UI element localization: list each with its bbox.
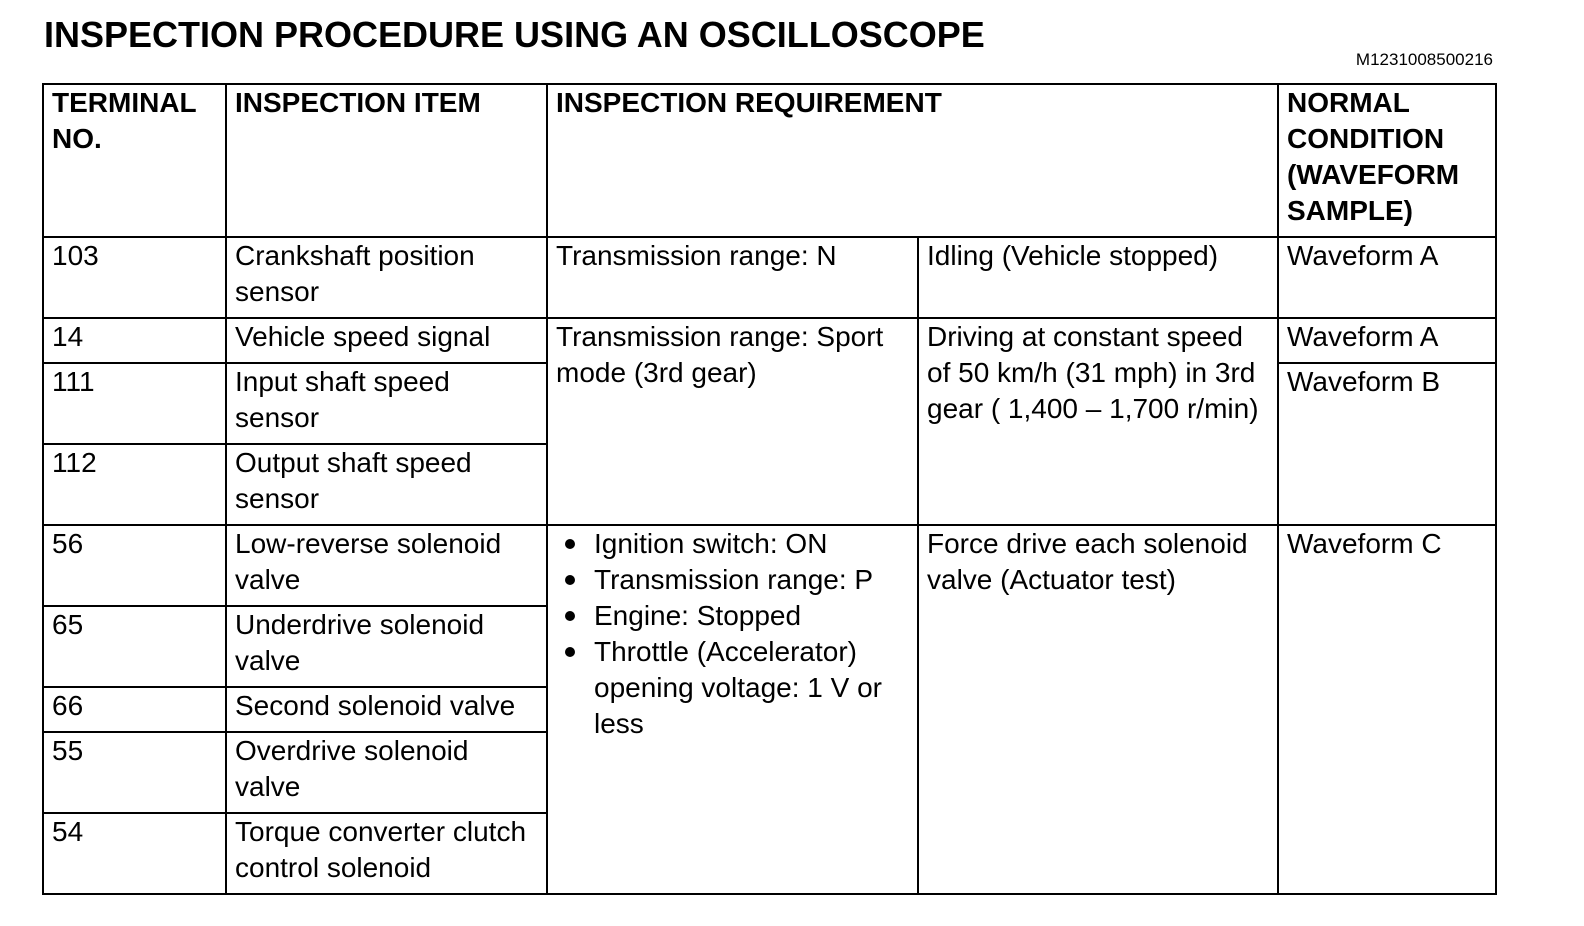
terminal-cell: 65 xyxy=(43,606,226,687)
table-row xyxy=(43,318,1496,363)
item-cell: Low-reverse solenoid valve xyxy=(226,525,547,606)
item-cell: Underdrive solenoid valve xyxy=(226,606,547,687)
header-inspection-requirement: INSPECTION REQUIREMENT xyxy=(547,84,1278,237)
requirement-condition-cell: Driving at constant speed of 50 km/h (31 mph) in 3rd gear ( 1,400 – 1,700 r/min) xyxy=(918,318,1278,525)
item-cell: Overdrive solenoid valve xyxy=(226,732,547,813)
header-normal-condition: NORMAL CONDITION (WAVEFORM SAMPLE) xyxy=(1278,84,1496,237)
table-row xyxy=(43,237,1496,318)
item-cell: Output shaft speed sensor xyxy=(226,444,547,525)
requirement-condition-cell: Idling (Vehicle stopped) xyxy=(918,237,1278,318)
normal-condition-cell: Waveform B xyxy=(1278,363,1496,525)
header-inspection-item: INSPECTION ITEM xyxy=(226,84,547,237)
normal-condition-cell: Waveform C xyxy=(1278,525,1496,894)
item-cell: Input shaft speed sensor xyxy=(226,363,547,444)
terminal-cell: 112 xyxy=(43,444,226,525)
normal-condition-cell: Waveform A xyxy=(1278,237,1496,318)
table-row xyxy=(43,525,1496,606)
terminal-cell: 103 xyxy=(43,237,226,318)
table-header-row xyxy=(43,84,1496,237)
document-code: M1231008500216 xyxy=(1355,50,1493,69)
bullet-item: Engine: Stopped xyxy=(594,598,909,634)
item-cell: Vehicle speed signal xyxy=(226,318,547,363)
normal-condition-cell: Waveform A xyxy=(1278,318,1496,363)
requirement-cell: Transmission range: N xyxy=(547,237,918,318)
terminal-cell: 56 xyxy=(43,525,226,606)
bullet-item: Ignition switch: ON xyxy=(594,526,909,562)
requirement-cell xyxy=(547,525,918,894)
terminal-cell: 55 xyxy=(43,732,226,813)
requirement-bullet-list xyxy=(556,526,909,742)
header-terminal-no: TERMINAL NO. xyxy=(43,84,226,237)
requirement-cell: Transmission range: Sport mode (3rd gear) xyxy=(547,318,918,525)
terminal-cell: 66 xyxy=(43,687,226,732)
item-cell: Torque converter clutch control solenoid xyxy=(226,813,547,894)
item-cell: Second solenoid valve xyxy=(226,687,547,732)
terminal-cell: 54 xyxy=(43,813,226,894)
item-cell: Crankshaft position sensor xyxy=(226,237,547,318)
requirement-condition-cell: Force drive each solenoid valve (Actuator test) xyxy=(918,525,1278,894)
inspection-table xyxy=(42,83,1497,895)
terminal-cell: 14 xyxy=(43,318,226,363)
bullet-item: Throttle (Accelerator) opening voltage: 1 V or less xyxy=(594,634,909,742)
terminal-cell: 111 xyxy=(43,363,226,444)
bullet-item: Transmission range: P xyxy=(594,562,909,598)
page-title: INSPECTION PROCEDURE USING AN OSCILLOSCOPE xyxy=(44,14,985,55)
